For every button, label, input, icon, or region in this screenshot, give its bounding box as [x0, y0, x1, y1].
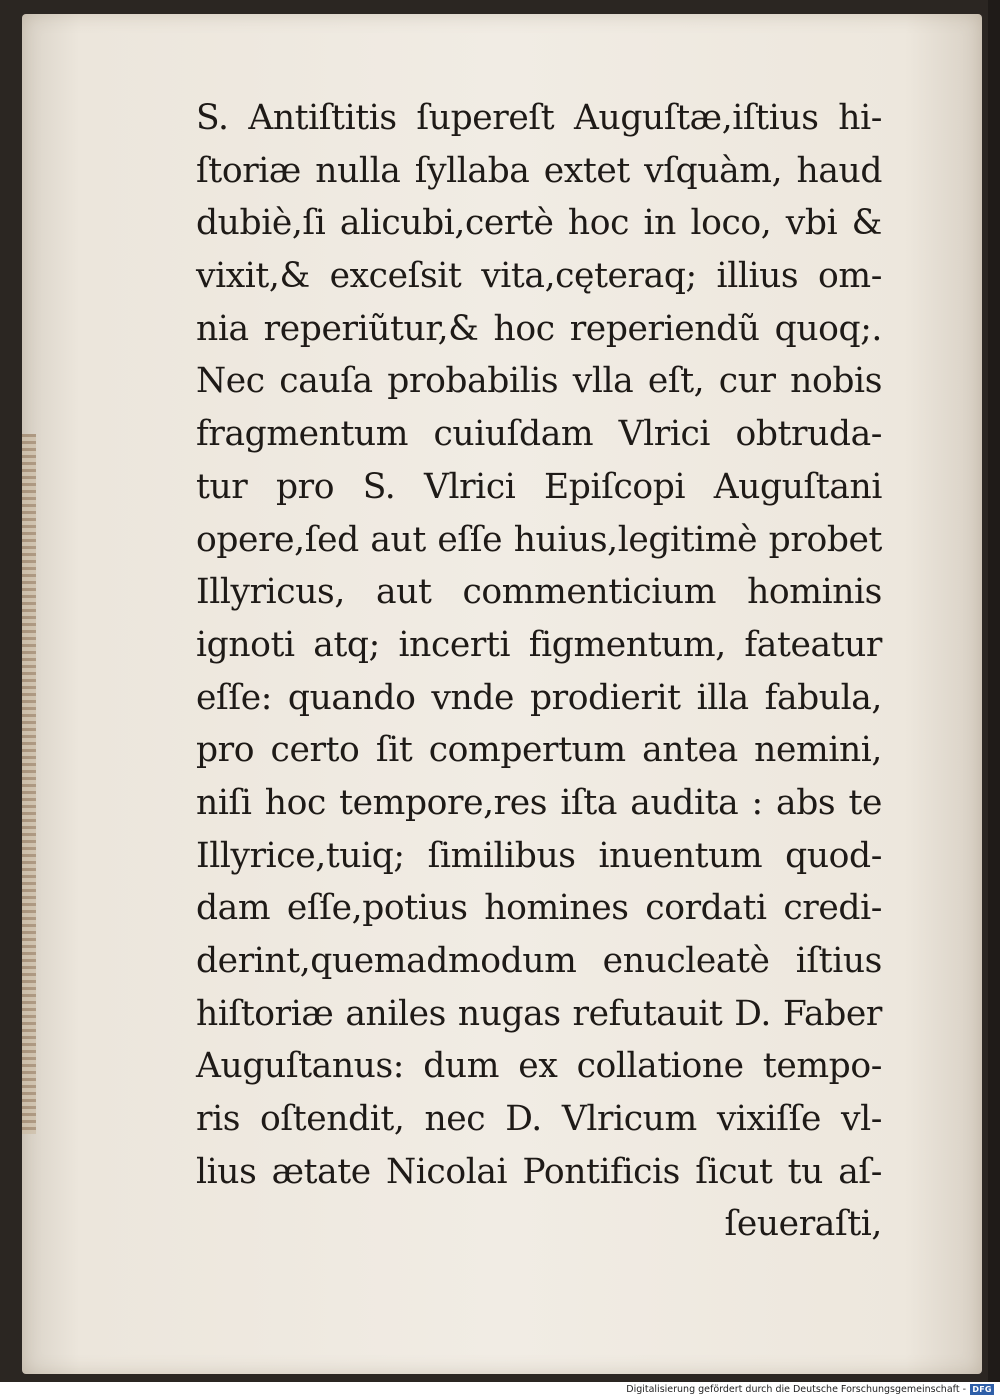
- text-line: dam eſſe,potius homines cordati credi-: [196, 888, 882, 929]
- text-line: eſſe: quando vnde prodierit illa fabula,: [196, 677, 882, 718]
- text-line: fragmentum cuiuſdam Vlrici obtruda-: [196, 414, 882, 455]
- text-line: ris oſtendit, nec D. Vlricum vixiſſe vl-: [196, 1099, 882, 1140]
- text-line: Nec cauſa probabilis vlla eſt, cur nobis: [196, 361, 882, 402]
- text-line: dubiè,ſi alicubi,certè hoc in loco, vbi &: [196, 203, 882, 244]
- dfg-logo: DFG: [970, 1384, 994, 1395]
- text-line: ignoti atq; incerti figmentum, fateatur: [196, 624, 882, 665]
- digitization-credit: Digitalisierung gefördert durch die Deutsche Forschungsgemeinschaft -: [626, 1384, 966, 1395]
- text-line: Auguſtanus: dum ex collatione tempo-: [196, 1046, 882, 1087]
- page-text-block: [196, 92, 896, 1251]
- text-line: opere,ſed aut eſſe huius,legitimè probet: [196, 519, 882, 560]
- text-line: nia reperiũtur,& hoc reperiendũ quoq;.: [196, 308, 882, 349]
- scan-right-edge: [988, 0, 1000, 1382]
- text-line: Illyrice,tuiq; ſimilibus inuentum quod-: [196, 835, 882, 876]
- text-line: lius ætate Nicolai Pontificis ſicut tu aſ-: [196, 1151, 882, 1192]
- text-line: Illyricus, aut commenticium hominis: [196, 572, 882, 613]
- page-fore-edge: [22, 434, 36, 1134]
- text-line: ſtoriæ nulla ſyllaba extet vſquàm, haud: [196, 150, 882, 191]
- text-line: niſi hoc tempore,res iſta audita : abs te: [196, 782, 882, 823]
- text-line: hiſtoriæ aniles nugas refutauit D. Faber: [196, 993, 882, 1034]
- text-line: pro certo ſit compertum antea nemini,: [196, 730, 882, 771]
- text-line: tur pro S. Vlrici Epiſcopi Auguſtani: [196, 466, 882, 507]
- text-line-catchword: ſeueraſti,: [724, 1204, 882, 1245]
- text-line: vixit,& exceſsit vita,cęteraq; illius om-: [196, 256, 882, 297]
- text-line: S. Antiſtitis ſupereſt Auguſtæ,iſtius hi-: [196, 98, 882, 138]
- text-line: derint,quemadmodum enucleatè iſtius: [196, 941, 882, 981]
